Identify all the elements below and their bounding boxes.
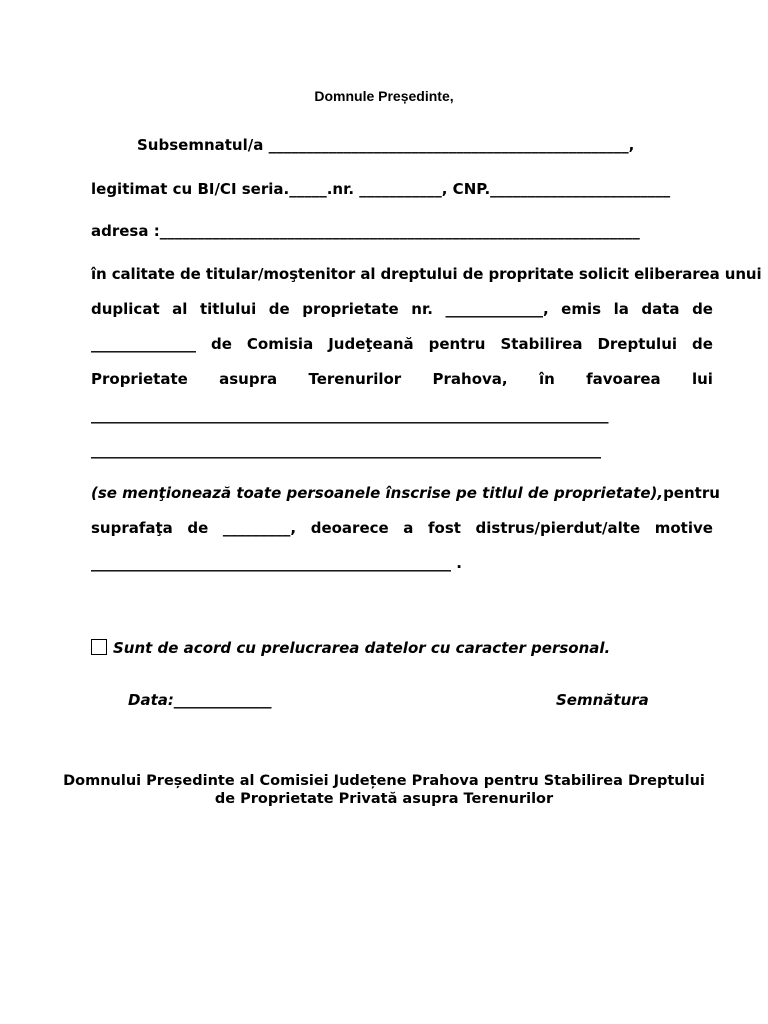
commission-line [91, 335, 713, 353]
signature-label: Semnătura [556, 691, 649, 709]
word: Judeţeană [328, 335, 414, 353]
salutation: Domnule Președinte, [314, 88, 454, 104]
word: ______________ [91, 335, 196, 353]
beneficiary-blank-1: _____________________________________________________________________ [91, 406, 609, 424]
id-line: legitimat cu BI/CI seria._____.nr. ___________, CNP.________________________ [91, 180, 671, 198]
date-field: Data:_____________ [128, 691, 272, 709]
word: de [268, 300, 290, 318]
word: asupra [219, 370, 278, 388]
word: _________, [222, 519, 297, 537]
word: _____________, [445, 300, 549, 318]
word: data [641, 300, 680, 318]
addressee [0, 772, 768, 808]
capacity-line: în calitate de titular/moştenitor al dreptului de propritate solicit eliberarea unui [91, 265, 762, 283]
addressee-line-1: Domnului Președinte al Comisiei Județene Prahova pentru Stabilirea Dreptului [63, 773, 705, 789]
surface-line [91, 519, 713, 537]
word: de [692, 335, 713, 353]
consent-row [91, 639, 713, 657]
note-line [91, 484, 720, 502]
word: emis [561, 300, 602, 318]
word: de [211, 335, 232, 353]
consent-label: Sunt de acord cu prelucrarea datelor cu caracter personal. [113, 639, 611, 657]
property-line [91, 370, 713, 388]
word: în [538, 370, 555, 388]
word: lui [691, 370, 713, 388]
word: nr. [411, 300, 433, 318]
beneficiary-blank-2: ____________________________________________________________________ [91, 441, 601, 459]
consent-checkbox[interactable] [91, 639, 107, 655]
word: Comisia [246, 335, 314, 353]
word: pentru [428, 335, 486, 353]
address-line: adresa :________________________________________________________________ [91, 222, 640, 240]
word: suprafaţa [91, 519, 173, 537]
word: favoarea [586, 370, 661, 388]
word: de [187, 519, 209, 537]
name-line: Subsemnatul/a ________________________________________________, [137, 136, 635, 154]
word: Proprietate [91, 370, 188, 388]
word: Dreptului [597, 335, 678, 353]
word: Stabilirea [500, 335, 583, 353]
word: titlului [199, 300, 257, 318]
reason-blank: ________________________________________________ . [91, 554, 462, 572]
duplicate-line [91, 300, 713, 318]
word: Terenurilor [308, 370, 402, 388]
addressee-line-2: de Proprietate Privată asupra Terenurilor [214, 791, 554, 807]
word: Prahova, [432, 370, 508, 388]
word: deoarece [310, 519, 389, 537]
word: la [613, 300, 629, 318]
word: de [692, 300, 713, 318]
word: proprietate [302, 300, 399, 318]
word: distrus/pierdut/alte [475, 519, 641, 537]
word: a [403, 519, 414, 537]
word: duplicat [91, 300, 160, 318]
word: fost [428, 519, 461, 537]
word: pentru [663, 484, 720, 502]
word: motive [654, 519, 713, 537]
word: al [172, 300, 188, 318]
note-italic: (se menţionează toate persoanele înscrise pe titlul de proprietate), [91, 484, 664, 502]
